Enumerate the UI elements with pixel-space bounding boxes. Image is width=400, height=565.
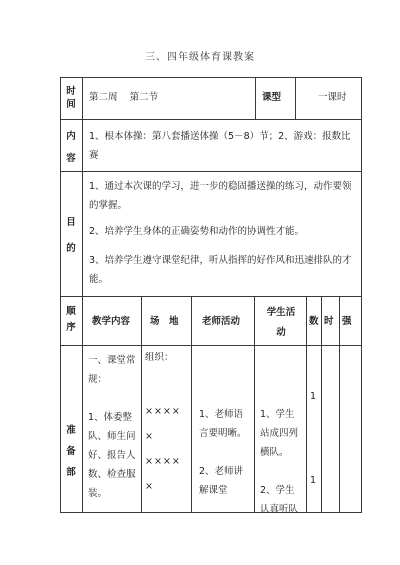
count-value-2: 1	[310, 475, 317, 486]
teacher-activity: 1、老师语言要明晰。 2、老师讲解课堂	[199, 409, 247, 496]
content-label: 内容	[66, 131, 76, 164]
column-divider	[295, 77, 296, 119]
teacher-activity-header: 老师活动	[202, 316, 241, 327]
lesson-content: 1、根本体操：第八套播送体操（5－8）节；2、游戏：报数比赛	[89, 131, 351, 161]
label-column-divider	[82, 77, 83, 512]
objective-3: 3、培养学生遵守课堂纪律，听从指挥的好作风和迅速排队的才能。	[89, 255, 352, 285]
preparation-label: 准备部	[66, 425, 76, 478]
count-value-1: 1	[310, 391, 317, 402]
column-divider	[321, 296, 322, 512]
table-border-right	[361, 77, 362, 512]
row-divider	[60, 171, 362, 172]
count-header: 数	[309, 316, 319, 327]
column-divider	[339, 296, 340, 512]
objectives-label: 目的	[66, 217, 76, 254]
objective-1: 1、通过本次课的学习，进一步的稳固播送操的练习，动作要领的掌握。	[89, 181, 352, 211]
row-divider	[60, 345, 362, 346]
row-divider	[60, 119, 362, 120]
column-divider	[191, 296, 192, 512]
lesson-type-value: 一课时	[318, 92, 347, 103]
time-value: 第二周 第二节	[89, 92, 159, 103]
formation-diagram: ×××× × ×××× ×	[145, 406, 181, 492]
objective-2: 2、培养学生身体的正确姿势和动作的协调性才能。	[89, 226, 305, 237]
lesson-type-label: 课型	[262, 92, 282, 103]
table-border-top	[60, 77, 362, 78]
column-divider	[306, 296, 307, 512]
venue-organization-label: 组织：	[145, 352, 174, 363]
order-header: 顺序	[66, 306, 76, 333]
content-header: 教学内容	[92, 316, 131, 327]
document-title: 三、四年级体育课教案	[145, 52, 255, 63]
table-border-bottom	[60, 512, 362, 513]
time-label: 时间	[66, 86, 76, 110]
column-divider	[255, 77, 256, 119]
table-border-left	[60, 77, 61, 512]
row-divider	[60, 296, 362, 297]
intensity-header: 强	[342, 316, 352, 327]
column-divider	[254, 296, 255, 512]
column-divider	[141, 296, 142, 512]
preparation-content: 一、课堂常规： 1、体委整队、师生问好、报告人数、检查服装。	[88, 355, 136, 499]
venue-header: 场 地	[150, 316, 179, 327]
student-activity: 1、学生站成四列横队。 2、学生认真听队	[260, 409, 299, 515]
student-activity-header: 学生活动	[266, 307, 296, 338]
time-header: 时	[324, 316, 334, 327]
